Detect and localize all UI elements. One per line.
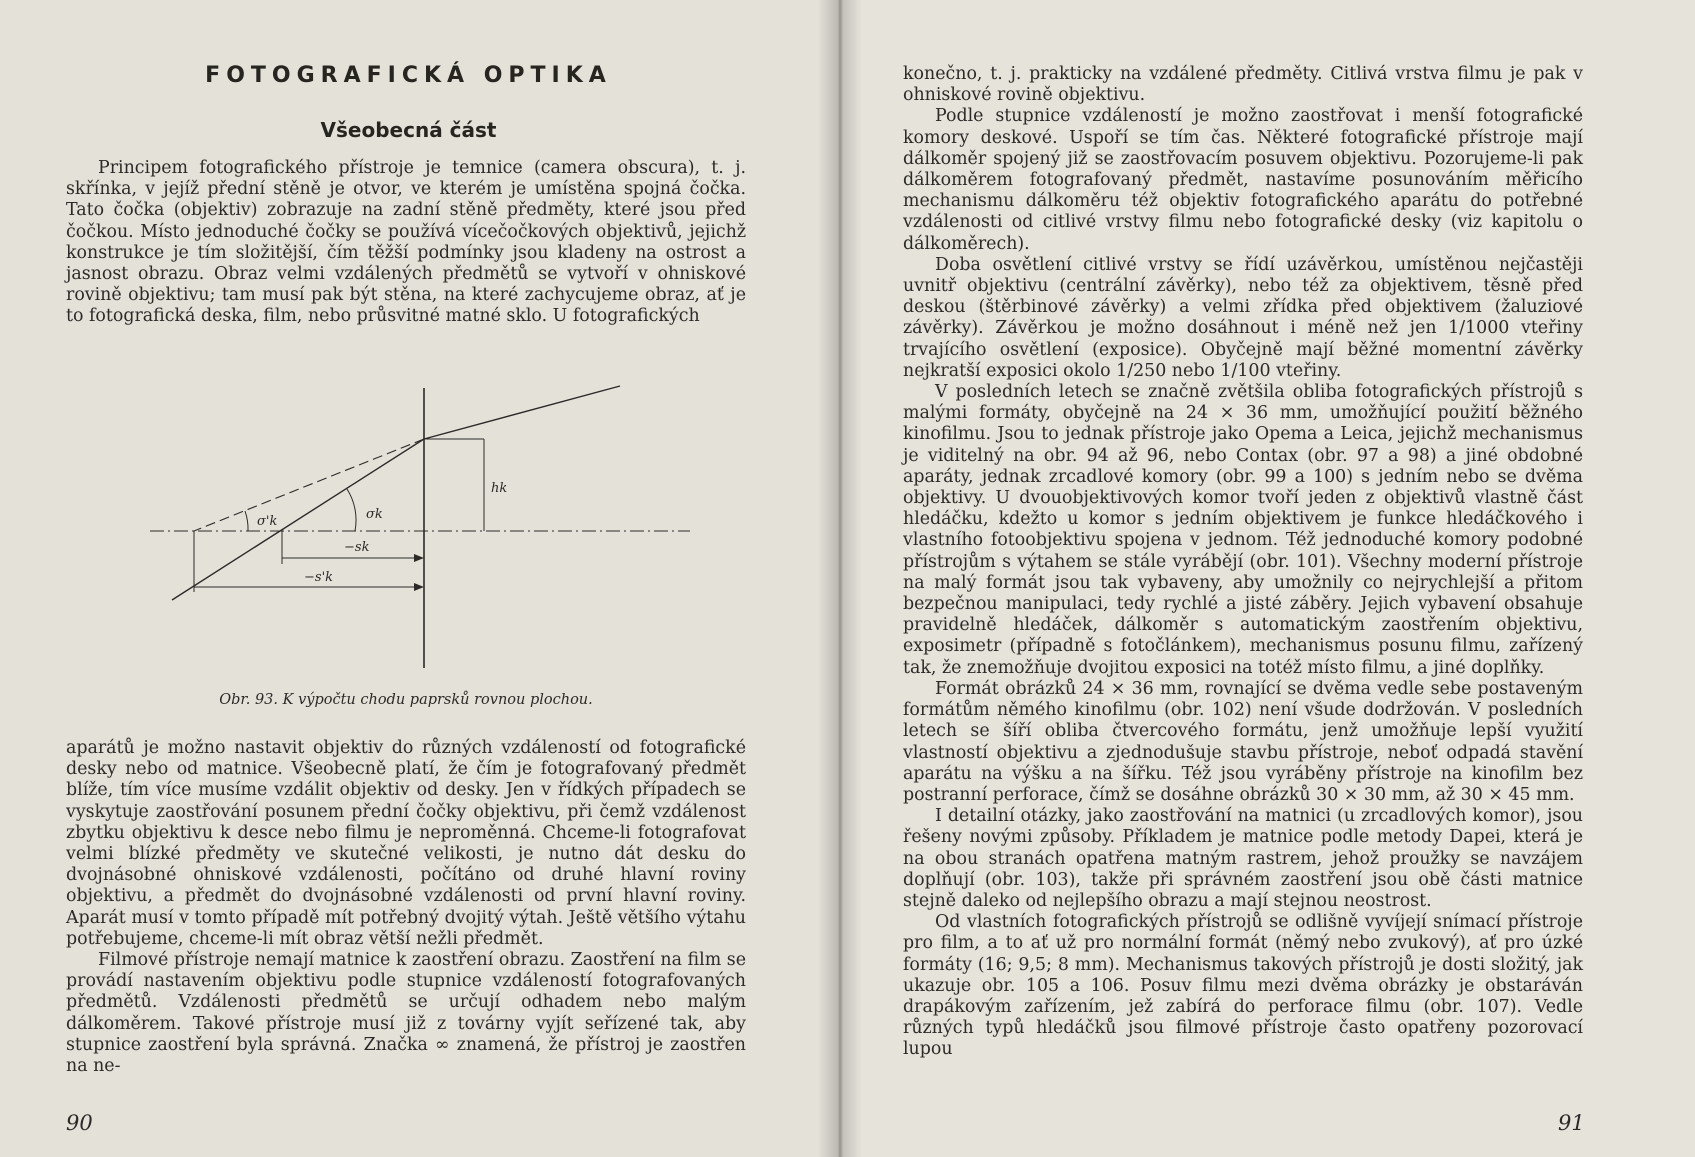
left-top-text [66,158,746,328]
incoming-ray [424,386,620,439]
paragraph: Formát obrázků 24 × 36 mm, rovnající se dvěma vedle sebe postaveným formátům němého kinofilmu (obr. 102) není všude dodržován. V posledních letech se šíří obliba čtvercového formátu, jenž umožňuje lepší využití vlastností objektivu a zjednodušuje stavbu přístroje, neboť odpadá stavění aparátu na výšku a na šířku. Též jsou vyráběny přístroje na kinofilm bez postranní perforace, čímž se dosáhne obrázků 30 × 30 mm, až 30 × 45 mm. [903,678,1583,805]
label-minus-sk: −sk [344,540,370,555]
paragraph: aparátů je možno nastavit objektiv do různých vzdáleností od fotografické desky nebo od matnice. Všeobecně platí, že čím je fotografovaný předmět blíže, tím více musíme vzdálit objektiv od desky. Jen v řídkých případech se vyskytuje zaostřování posunem přední čočky objektivu, při čemž vzdálenost zbytku objektivu k desce nebo filmu je neproměnná. Chceme-li fotografovat velmi blízké předměty ve skutečné velikosti, je nutno dát desku do dvojnásobné ohniskové vzdálenosti, počítáno od druhé hlavní roviny objektivu, a předmět do dvojnásobné vzdálenosti od první hlavní roviny. Aparát musí v tomto případě mít potřebný dvojitý výtah. Ještě většího výtahu potřebujeme, chceme-li mít obraz větší nežli předmět. [66,738,746,949]
ray-extension-dashed [194,439,424,531]
sk-prime-arrowhead [414,583,424,591]
paragraph: Doba osvětlení citlivé vrstvy se řídí uzávěrkou, umístěnou nejčastěji uvnitř objektivu (centrální závěrky), nebo též za objektivem, těsně před deskou (štěrbinové závěrky) a velmi zřídka před objektivem (žaluziové závěrky). Závěrkou je možno dosáhnout i méně než jen 1/1000 vteřiny trvajícího osvětlení (exposice). Obyčejně mají běžné momentní závěrky nejkratší exposici okolo 1/250 nebo 1/100 vteřiny. [903,254,1583,381]
sk-arrowhead [414,554,424,562]
refracted-ray [172,439,424,600]
paragraph: V posledních letech se značně zvětšila obliba fotografických přístrojů s malými formáty, obyčejně na 24 × 36 mm, umožňující použití běžného kinofilmu. Jsou to jednak přístroje jako Opema a Leica, jejichž mechanismus je viditelný na obr. 94 až 96, nebo Contax (obr. 97 a 98) a jiné obdobné aparáty, jednak zrcadlové komory (obr. 99 a 100) s jedním nebo se dvěma objektivy. U dvouobjektivových komor tvoří jeden z objektivů vlastně část hledáčku, kdežto u komor s jedním objektivem je funkce hledáčkového i vlastního fotoobjektivu spojena v jednom. Též jednoduché komory podobné přístrojům s výtahem se stále vyrábějí (obr. 101). Všechny moderní přístroje na malý formát jsou tak vybaveny, aby umožnily co nejrychlejší a přitom bezpečnou manipulaci, tedy rychlé a jisté záběry. Jejich vybavení obsahuje pravidelně hledáček, dálkoměr s automatickým zaostřením objektivu, exposimetr (případně s fotočlánkem), mechanismus posunu filmu, zařízený tak, že znemožňuje dvojitou exposici na totéž místo filmu, a jiné doplňky. [903,382,1583,678]
label-hk: hk [491,481,508,496]
chapter-title: FOTOGRAFICKÁ OPTIKA [205,63,612,88]
paragraph: Filmové přístroje nemají matnice k zaostření obrazu. Zaostření na film se provádí nastavením objektivu podle stupnice vzdáleností fotografovaných předmětů. Vzdálenosti předmětů se určují odhadem nebo malým dálkoměrem. Takové přístroje musí již z továrny vyjít seřízené tak, aby stupnice zaostření byla správná. Značka ∞ znamená, že přístroj je zaostřen na ne- [66,950,746,1077]
label-sigma-k-prime: σ'k [257,514,278,529]
book-gutter [818,0,862,1157]
paragraph: Podle stupnice vzdáleností je možno zaostřovat i menší fotografické komory deskové. Uspoří se tím čas. Některé fotografické přístroje mají dálkoměr spojený již se zaostřovacím posuvem objektivu. Pozorujeme-li pak dálkoměrem fotografovaný předmět, nastavíme posunováním měřicího mechanismu dálkoměru též objektiv fotografického aparátu do potřebné vzdálenosti od citlivé vrstvy filmu nebo fotografické desky (viz kapitolu o dálkoměrech). [903,106,1583,254]
angle-arc-sigma-k-prime [245,511,248,531]
left-bottom-text [66,738,746,1077]
page-number-right: 91 [1558,1111,1585,1135]
page-number-left: 90 [66,1111,93,1135]
paragraph: Od vlastních fotografických přístrojů se odlišně vyvíjejí snímací přístroje pro film, a to ať už pro normální formát (němý nebo zvukový), ať pro úzké formáty (16; 9,5; 8 mm). Mechanismus takových přístrojů je dosti složitý, jak ukazuje obr. 105 a 106. Posuv filmu mezi dvěma obrázky je obstaráván drapákovým zařízením, jež zabírá do perforace filmu (obr. 107). Vedle různých typů hledáčků jsou filmové přístroje často opatřeny pozorovací lupou [903,912,1583,1060]
label-sigma-k: σk [366,507,383,522]
paragraph: Principem fotografického přístroje je temnice (camera obscura), t. j. skřínka, v jejíž přední stěně je otvor, ve kterém je umístěna spojná čočka. Tato čočka (objektiv) zobrazuje na zadní stěně předměty, které jsou před čočkou. Místo jednoduché čočky se používá vícečočkových objektivů, jejichž konstrukce je tím složitější, čím těžší podmínky jsou kladeny na ostrost a jasnost obrazu. Obraz velmi vzdálených předmětů se vytvoří v ohniskové rovině objektivu; tam musí pak být stěna, na které zachycujeme obraz, ať je to fotografická deska, film, nebo průsvitné matné sklo. U fotografických [66,158,746,327]
right-page-text [903,64,1583,1061]
paragraph: konečno, t. j. prakticky na vzdálené předměty. Citlivá vrstva filmu je pak v ohniskové rovině objektivu. [903,64,1583,106]
angle-arc-sigma-k [347,489,356,531]
section-title: Všeobecná část [320,118,497,142]
paragraph: I detailní otázky, jako zaostřování na matnici (u zrcadlových komor), jsou řešeny novými způsoby. Příkladem je matnice podle metody Dapei, která je na obou stranách opatřena matným rastrem, jehož proužky se navzájem doplňují (obr. 103), takže při správném zaostření jsou obě části matnice stejně daleko od nejlepšího obrazu a mají stejnou neostrost. [903,806,1583,911]
figure-caption: Obr. 93. K výpočtu chodu paprsků rovnou plochou. [219,692,593,708]
label-minus-sk-prime: −s'k [304,570,334,585]
figure-93-diagram [150,378,690,678]
